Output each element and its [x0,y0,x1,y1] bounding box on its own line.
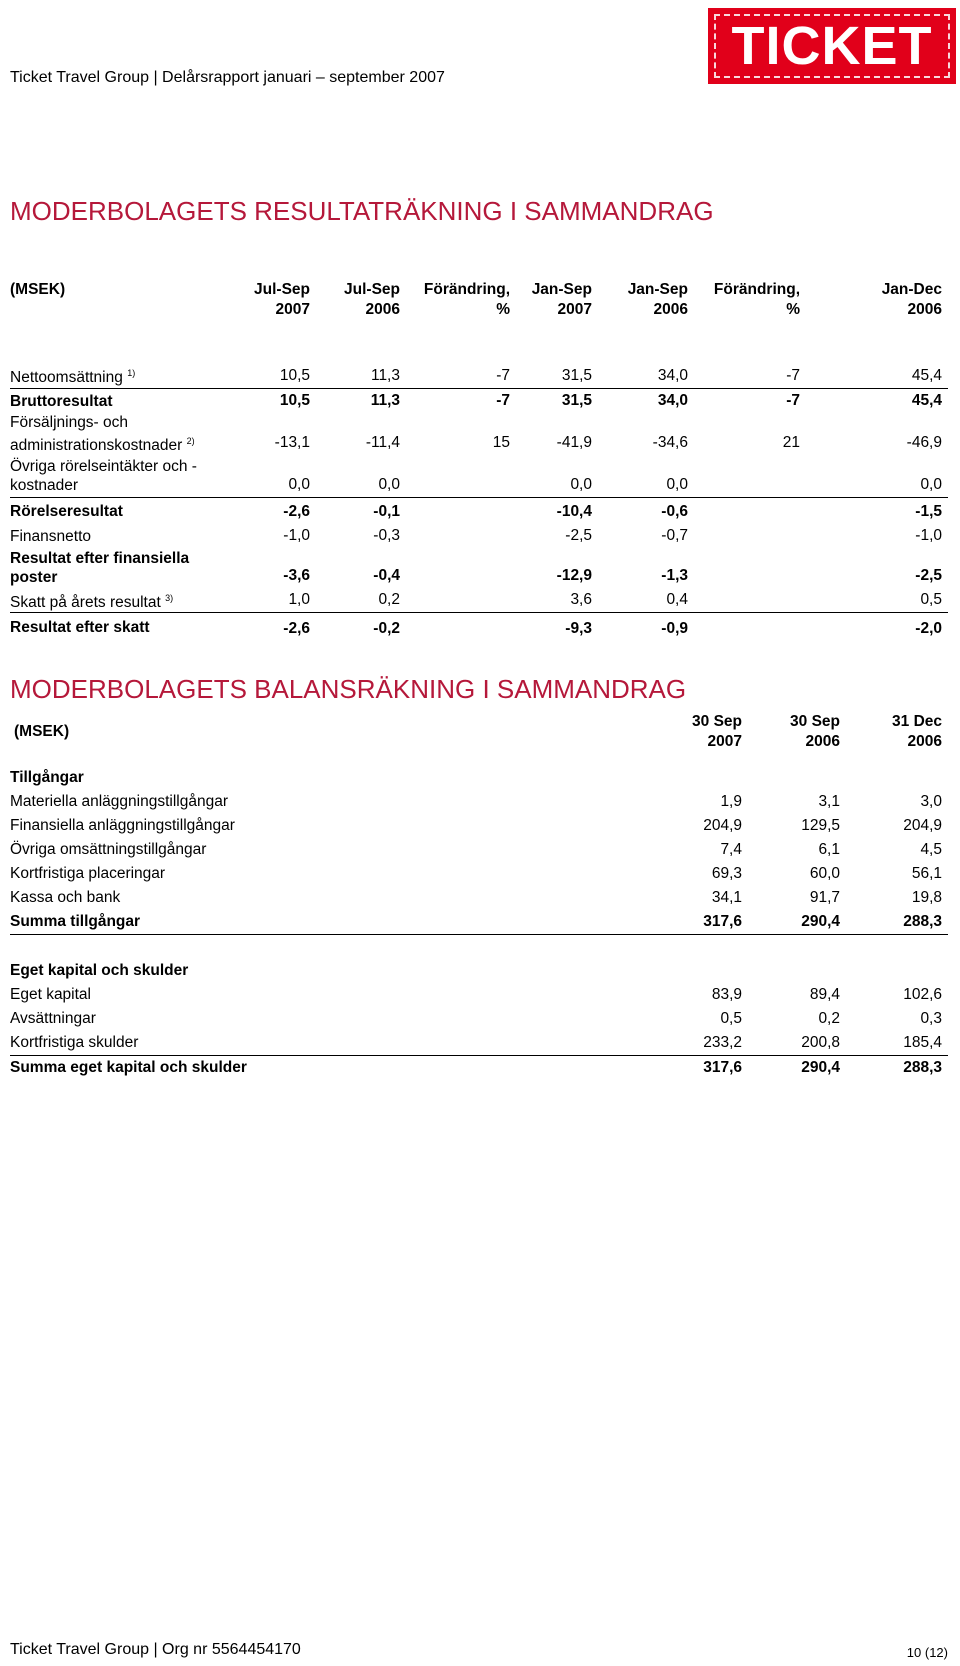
value-cell: -2,5 [915,567,942,585]
row-label: Tillgångar [10,769,84,786]
value-cell [406,548,516,588]
value-cell: -0,9 [598,613,694,642]
table-row [10,1007,948,1031]
table-row [10,455,948,498]
value-cell: 290,4 [748,1056,846,1081]
value-cell: 3,1 [818,793,840,810]
income-statement-table [10,280,948,641]
value-cell: 7,4 [720,841,742,858]
row-label: Eget kapital [10,986,91,1003]
table-row [10,1031,948,1056]
row-label: Finansnetto [10,527,91,545]
footnote-marker: 3) [165,592,174,603]
table-row [10,413,948,455]
value-cell: 0,0 [570,476,592,494]
value-cell: 0,0 [920,476,942,494]
balance-sheet-table [10,712,948,1080]
value-cell: -7 [496,367,510,384]
value-cell: -0,7 [661,527,688,545]
table-row [10,364,948,389]
value-cell: -46,9 [906,434,942,452]
value-cell: -11,4 [365,434,400,452]
col-header-label: (MSEK) [10,281,66,298]
income-rows [10,364,948,641]
value-cell [640,766,748,790]
value-cell: 15 [492,434,510,452]
value-cell: -0,1 [316,498,406,525]
row-label: Kortfristiga skulder [10,1034,139,1051]
value-cell: -2,6 [244,613,316,642]
table-row [10,886,948,910]
value-cell: 19,8 [911,889,942,906]
value-cell: -0,2 [316,613,406,642]
value-cell [406,588,516,613]
value-cell: 69,3 [711,865,742,882]
table-row [10,498,948,525]
col-header-label: (MSEK) [14,723,70,740]
value-cell [406,613,516,642]
col-header-31-dec-2006: 31 Dec 2006 [892,713,942,750]
report-header: Ticket Travel Group | Delårsrapport januari – september 2007 [10,69,445,86]
col-header-change-ytd: Förändring, % [713,281,800,318]
income-statement-title: MODERBOLAGETS RESULTATRÄKNING I SAMMANDRAG [10,196,714,226]
value-cell: 204,9 [903,817,942,834]
value-cell [406,524,516,548]
footnote-marker: 1) [127,368,136,379]
col-header-change-q3: Förändring, % [423,281,510,318]
page-number: 10 (12) [906,1645,948,1660]
value-cell [694,588,806,613]
table-row [10,838,948,862]
balance-header-row [10,712,948,766]
value-cell: -12,9 [556,567,592,585]
value-cell: 0,0 [378,476,400,494]
value-cell: 0,4 [666,591,688,609]
value-cell: 4,5 [920,841,942,858]
value-cell: -10,4 [516,498,598,525]
value-cell: -7 [694,389,806,414]
col-header-jan-dec-2006: Jan-Dec 2006 [881,281,942,318]
footnote-marker: 2) [186,436,195,446]
table-row [10,1056,948,1081]
value-cell: 11,3 [370,367,400,384]
row-label: Summa tillgångar [10,910,640,935]
row-label: Försäljnings- och administrationskostnader $^{2)}$ [10,414,195,455]
value-cell: -34,6 [652,434,688,452]
row-label: Resultat efter skatt [10,613,244,642]
row-label: Finansiella anläggningstillgångar [10,817,235,834]
value-cell: -2,6 [244,498,316,525]
value-cell: 60,0 [809,865,840,882]
table-row [10,548,948,588]
value-cell: 288,3 [846,910,948,935]
value-cell [406,455,516,498]
row-label: Bruttoresultat [10,389,244,414]
value-cell: 0,2 [818,1010,840,1027]
value-cell: -2,0 [806,613,948,642]
value-cell: 21 [782,434,800,452]
value-cell [748,766,846,790]
value-cell: 290,4 [748,910,846,935]
value-cell: 10,5 [279,367,310,384]
value-cell: -7 [786,367,800,384]
value-cell: 34,0 [657,367,688,384]
table-row [10,862,948,886]
value-cell: 204,9 [703,817,742,834]
col-header-jul-sep-2006: Jul-Sep 2006 [344,281,400,318]
value-cell: -1,0 [283,527,310,545]
value-cell: 0,0 [288,476,310,494]
value-cell: -9,3 [516,613,598,642]
value-cell: 317,6 [640,1056,748,1081]
value-cell: -0,4 [373,567,400,585]
row-label: Resultat efter finansiella poster [10,550,190,587]
balance-rows [10,766,948,1080]
value-cell [846,959,948,983]
table-row [10,588,948,613]
value-cell: 31,5 [516,389,598,414]
value-cell: -3,6 [283,567,310,585]
table-row [10,959,948,983]
value-cell: 317,6 [640,910,748,935]
value-cell [694,455,806,498]
value-cell: -13,1 [274,434,310,452]
value-cell [694,498,806,525]
value-cell: -0,3 [373,527,400,545]
value-cell: 34,1 [711,889,742,906]
value-cell: 129,5 [801,817,840,834]
row-label: Nettoomsättning $^{1)}$ [10,368,136,387]
value-cell: -41,9 [556,434,592,452]
value-cell: 1,9 [720,793,742,810]
value-cell [748,959,846,983]
col-header-jul-sep-2007: Jul-Sep 2007 [254,281,310,318]
value-cell: 89,4 [809,986,840,1003]
col-header-jan-sep-2007: Jan-Sep 2007 [531,281,592,318]
value-cell: -1,3 [661,567,688,585]
value-cell: 91,7 [809,889,840,906]
value-cell: 0,5 [720,1010,742,1027]
footer-org: Ticket Travel Group | Org nr 5564454170 [10,1641,301,1658]
value-cell: 31,5 [561,367,592,384]
value-cell: -0,6 [598,498,694,525]
value-cell [694,613,806,642]
table-row [10,814,948,838]
value-cell [640,959,748,983]
value-cell [694,524,806,548]
table-row [10,790,948,814]
row-label: Summa eget kapital och skulder [10,1056,640,1081]
col-header-30-sep-2007: 30 Sep 2007 [692,713,742,750]
row-label: Övriga omsättningstillgångar [10,841,207,858]
value-cell: 0,3 [920,1010,942,1027]
table-row [10,983,948,1007]
value-cell [846,766,948,790]
value-cell: 83,9 [711,986,742,1003]
col-header-jan-sep-2006: Jan-Sep 2006 [627,281,688,318]
table-row [10,613,948,642]
table-row [10,766,948,790]
value-cell: 10,5 [244,389,316,414]
value-cell: 1,0 [288,591,310,609]
row-label: Avsättningar [10,1010,96,1027]
value-cell: -2,5 [565,527,592,545]
value-cell: 0,5 [920,591,942,609]
value-cell: 3,0 [920,793,942,810]
ticket-logo [708,8,956,84]
value-cell: -7 [406,389,516,414]
balance-sheet-title: MODERBOLAGETS BALANSRÄKNING I SAMMANDRAG [10,674,687,704]
income-header-row [10,280,948,330]
value-cell: 0,0 [666,476,688,494]
value-cell [406,498,516,525]
row-label: Rörelseresultat [10,498,244,525]
value-cell: 0,2 [378,591,400,609]
table-row [10,524,948,548]
value-cell: 6,1 [818,841,840,858]
row-label: Kassa och bank [10,889,121,906]
row-label: Eget kapital och skulder [10,962,189,979]
value-cell: -1,0 [915,527,942,545]
value-cell: 34,0 [598,389,694,414]
value-cell: 45,4 [911,367,942,384]
value-cell: 56,1 [911,865,942,882]
row-label: Kortfristiga placeringar [10,865,166,882]
col-header-30-sep-2006: 30 Sep 2006 [790,713,840,750]
row-label: Skatt på årets resultat $^{3)}$ [10,592,174,611]
value-cell: 102,6 [903,986,942,1003]
value-cell: -1,5 [806,498,948,525]
value-cell: 185,4 [903,1034,942,1051]
value-cell: 45,4 [806,389,948,414]
value-cell: 288,3 [846,1056,948,1081]
value-cell: 11,3 [316,389,406,414]
value-cell: 3,6 [570,591,592,609]
table-row [10,910,948,935]
logo-text: TICKET [731,16,933,76]
value-cell: 200,8 [801,1034,840,1051]
value-cell [694,548,806,588]
table-row [10,389,948,414]
row-label: Övriga rörelseintäkter och - kostnader [10,458,197,495]
row-label: Materiella anläggningstillgångar [10,793,228,810]
value-cell: 233,2 [703,1034,742,1051]
